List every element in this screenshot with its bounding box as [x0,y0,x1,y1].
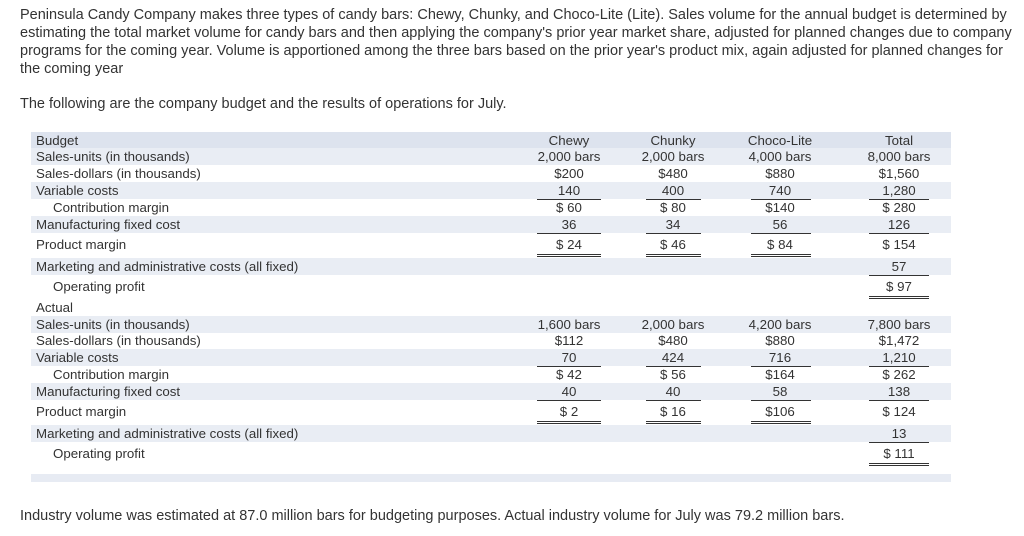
budget-title: Budget [36,133,79,148]
cell-chewy: 2,000 bars [537,149,601,164]
underline [751,400,811,401]
budget-mfg-row [31,216,951,233]
row-label: Operating profit [53,446,145,461]
cell-total: $ 154 [882,237,916,252]
cell-choco-lite: 4,200 bars [748,317,812,332]
cell-chewy: $ 2 [559,404,579,419]
cell-total: 57 [891,259,907,274]
budget-sales-row [31,165,951,182]
cell-total: 13 [891,426,907,441]
row-label: Product margin [36,404,127,419]
double-underline [646,421,701,424]
row-label: Variable costs [36,350,119,365]
problem-intro: Peninsula Candy Company makes three types of candy bars: Chewy, Chunky, and Choco-Lite (Lite). Sales volume for the annual budget is determined by estimating the total market volume for candy bars and then applying the company's prior year market share, adjusted for planned changes due to company programs for the coming year. Volume is apportioned among the three bars based on the prior year's product mix, again adjusted for planned changes for the coming year [20,7,1012,77]
cell-chunky: $ 16 [660,404,686,419]
actual-mfg-row [31,383,951,400]
cell-chewy: $ 42 [556,367,582,382]
row-label: Variable costs [36,183,119,198]
cell-chewy: $ 60 [556,200,582,215]
row-label: Sales-dollars (in thousands) [36,333,201,348]
cell-total: $ 111 [883,446,915,461]
actual-sales-row [31,332,951,349]
cell-total: 1,210 [882,350,916,365]
row-label: Marketing and administrative costs (all fixed) [36,426,299,441]
cell-chewy: 40 [561,384,577,399]
row-label: Sales-units (in thousands) [36,149,190,164]
double-underline [751,254,811,257]
actual-units-row [31,316,951,333]
cell-choco-lite: 4,000 bars [748,149,812,164]
actual-product-margin-row [31,403,951,420]
cell-choco-lite: 716 [768,350,792,365]
cell-chewy: 70 [561,350,577,365]
budget-contribution-row [31,199,951,216]
underline [869,400,929,401]
cell-choco-lite: $880 [765,333,795,348]
underline [537,400,601,401]
underline [869,233,929,234]
cell-choco-lite: 58 [772,384,788,399]
cell-total: $ 124 [882,404,916,419]
cell-total: 8,000 bars [867,149,931,164]
cell-total: $1,472 [878,333,920,348]
cell-choco-lite: 740 [768,183,792,198]
col-choco-lite: Choco-Lite [747,133,813,148]
actual-header-row [31,299,951,316]
actual-title: Actual [36,300,73,315]
col-total: Total [884,133,914,148]
cell-total: 7,800 bars [867,317,931,332]
actual-operating-profit-row [31,445,951,462]
row-label: Manufacturing fixed cost [36,217,181,232]
underline [537,233,601,234]
col-chewy: Chewy [548,133,590,148]
cell-chunky: 2,000 bars [641,317,705,332]
cell-choco-lite: $106 [765,404,795,419]
cell-chewy: 1,600 bars [537,317,601,332]
underline [646,233,701,234]
cell-chunky: 34 [665,217,681,232]
actual-marketing-row [31,425,951,442]
underline [869,442,929,443]
cell-total: 126 [887,217,911,232]
budget-header-row [31,132,951,149]
cell-choco-lite: 56 [772,217,788,232]
cell-chewy: $200 [554,166,584,181]
cell-choco-lite: $ 84 [767,237,793,252]
cell-chewy: $112 [554,333,584,348]
underline [751,233,811,234]
cell-total: 138 [887,384,911,399]
row-label: Contribution margin [53,367,170,382]
industry-volume-note: Industry volume was estimated at 87.0 million bars for budgeting purposes. Actual industry volume for July was 79.2 million bars. [20,508,845,524]
double-underline [751,421,811,424]
row-label: Sales-units (in thousands) [36,317,190,332]
cell-choco-lite: $880 [765,166,795,181]
cell-chunky: $480 [658,166,688,181]
double-underline [537,254,601,257]
actual-variable-row [31,349,951,366]
cell-chewy: 140 [557,183,581,198]
double-underline [869,463,929,466]
row-label: Product margin [36,237,127,252]
budget-operating-profit-row [31,278,951,295]
table-lead-in: The following are the company budget and the results of operations for July. [20,96,507,112]
cell-choco-lite: $164 [765,367,795,382]
double-underline [646,254,701,257]
actual-contribution-row [31,366,951,383]
cell-chunky: $ 56 [660,367,686,382]
row-label: Contribution margin [53,200,170,215]
cell-chewy: 36 [561,217,577,232]
cell-total: $ 262 [882,367,916,382]
cell-choco-lite: $140 [765,200,795,215]
cell-total: $ 280 [882,200,916,215]
budget-marketing-row [31,258,951,275]
underline [869,275,929,276]
double-underline [537,421,601,424]
cell-total: $1,560 [878,166,920,181]
row-label: Manufacturing fixed cost [36,384,181,399]
cell-chunky: 424 [661,350,685,365]
budget-variable-row [31,182,951,199]
budget-product-margin-row [31,236,951,253]
cell-chunky: $480 [658,333,688,348]
underline [646,400,701,401]
cell-chunky: 2,000 bars [641,149,705,164]
row-label: Sales-dollars (in thousands) [36,166,201,181]
budget-units-row [31,148,951,165]
cell-total: 1,280 [882,183,916,198]
cell-chewy: $ 24 [556,237,582,252]
col-chunky: Chunky [650,133,696,148]
cell-chunky: 400 [661,183,685,198]
cell-chunky: $ 80 [660,200,686,215]
cell-chunky: 40 [665,384,681,399]
budget-actual-table [31,132,951,482]
row-label: Operating profit [53,279,145,294]
cell-total: $ 97 [886,279,912,294]
cell-chunky: $ 46 [660,237,686,252]
row-label: Marketing and administrative costs (all fixed) [36,259,299,274]
